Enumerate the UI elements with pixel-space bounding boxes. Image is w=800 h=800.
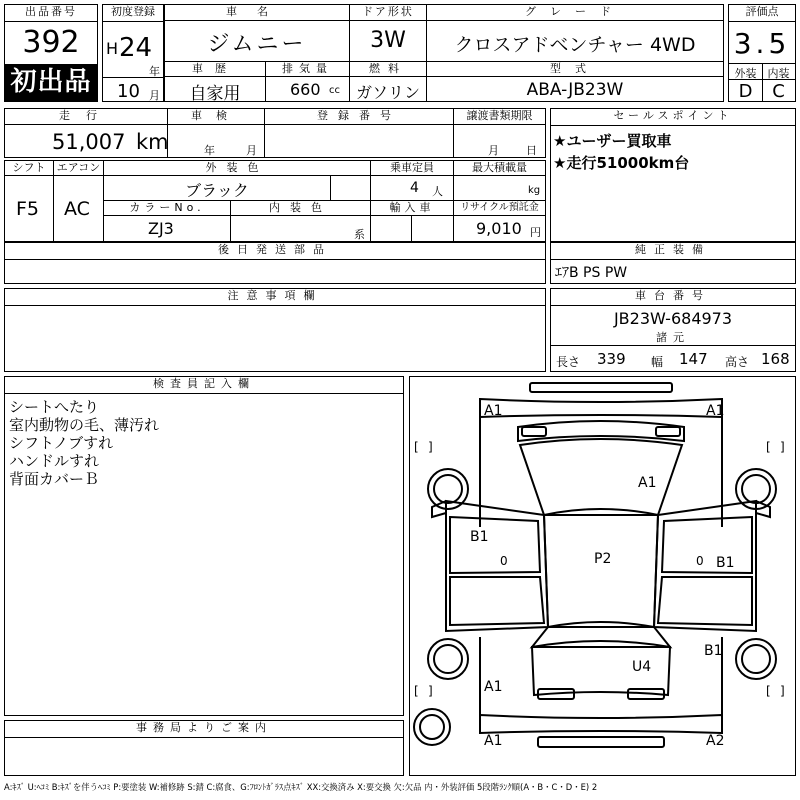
- damage-mark: A1: [484, 733, 503, 749]
- car-name: ジムニー: [207, 32, 307, 57]
- first-registration-label: 初度登録: [103, 5, 163, 22]
- bracket: ]: [428, 684, 433, 698]
- damage-mark: B1: [716, 555, 735, 571]
- bracket: [: [766, 440, 771, 454]
- score-box: [728, 4, 796, 102]
- damage-mark: A1: [484, 679, 503, 695]
- interior-label: 内装: [767, 67, 790, 80]
- exterior-color: ブラック: [185, 181, 249, 200]
- car-name-label: 車名: [164, 4, 350, 21]
- bracket: [: [766, 684, 771, 698]
- damage-mark: U4: [632, 659, 652, 675]
- exterior-grade: D: [738, 81, 753, 102]
- transfer-deadline-label: 譲渡書類期限: [453, 108, 546, 125]
- inspection-label: 車検: [167, 108, 265, 125]
- tr-month-unit: 月: [488, 144, 499, 157]
- bracket: ]: [780, 440, 785, 454]
- color-number: ZJ3: [148, 219, 174, 238]
- length: 339: [597, 350, 626, 368]
- sales-points-label: セールスポイント: [551, 109, 795, 126]
- shift: F5: [16, 198, 40, 220]
- interior-color-label: 内装色: [230, 200, 371, 216]
- chassis-label: 車台番号: [551, 289, 795, 306]
- shift-label: シフト: [4, 160, 54, 176]
- width-label: 幅: [651, 355, 664, 369]
- capacity: 4: [410, 180, 419, 196]
- capacity-label: 乗車定員: [370, 160, 454, 176]
- bracket: ]: [780, 684, 785, 698]
- ac-label: エアコン: [53, 160, 104, 176]
- damage-mark: P2: [594, 551, 612, 567]
- length-label: 長さ: [556, 355, 581, 369]
- notes-label: 注意事項欄: [5, 289, 545, 306]
- diagram-zero: 0: [696, 554, 704, 568]
- import-label: 輸入車: [370, 200, 454, 216]
- bracket: [: [414, 684, 419, 698]
- chassis-number: JB23W-684973: [613, 309, 733, 328]
- color-label: 外装色: [103, 160, 371, 176]
- sales-point: ★走行51000km台: [553, 154, 690, 172]
- displacement-unit: cc: [329, 85, 340, 96]
- displacement-label: 排気量: [265, 61, 350, 77]
- inspector-notes-label: 検査員記入欄: [5, 377, 403, 394]
- equipment-box: [550, 242, 796, 284]
- legend: A:ｷｽﾞ U:ﾍｺﾐ B:ｷｽﾞを伴うﾍｺﾐ P:要塗装 W:補修跡 S:錆 C:腐食、G:ﾌﾛﾝﾄｶﾞﾗｽ点ｷｽﾞ XX:交換済み X:要交換 欠:欠品 内・外装評価 5段階ﾗﾝｸ順(A・B・C・D・E) 2: [4, 782, 598, 792]
- equipment-label: 純正装備: [551, 243, 795, 260]
- damage-mark: A1: [706, 403, 725, 419]
- grade: クロスアドベンチャー 4WD: [454, 34, 696, 56]
- door-label: ドア形状: [349, 4, 427, 21]
- air-conditioner: AC: [64, 198, 90, 220]
- max-load-label: 最大積載量: [453, 160, 546, 176]
- exterior-label: 外装: [734, 67, 757, 80]
- recycle-unit: 円: [530, 226, 541, 239]
- inspector-note: シフトノブすれ: [9, 434, 114, 452]
- interior-color-unit: 系: [354, 228, 365, 241]
- first-listing-badge: 初出品: [5, 64, 97, 101]
- damage-mark: B1: [470, 529, 489, 545]
- first-registration-box: [102, 4, 164, 102]
- inspector-note: 室内動物の毛、薄汚れ: [9, 416, 160, 434]
- office-notes-box: [4, 720, 404, 776]
- diagram-zero: 0: [500, 554, 508, 568]
- fuel: ガソリン: [355, 83, 420, 102]
- damage-diagram: [409, 376, 796, 776]
- lot-number-label: 出品番号: [5, 5, 97, 22]
- recycle-fee: 9,010: [476, 219, 522, 238]
- inspector-note: 背面カバーＢ: [9, 470, 100, 488]
- recycle-label: リサイクル預託金: [453, 200, 546, 216]
- mileage-unit: km: [136, 130, 169, 154]
- reg-number-label: 登録番号: [264, 108, 454, 125]
- sales-points-box: [550, 108, 796, 242]
- notes-box: [4, 288, 546, 372]
- capacity-unit: 人: [432, 185, 443, 198]
- later-parts-label: 後日発送部品: [5, 243, 545, 260]
- lot-number: 392: [22, 25, 80, 60]
- height: 168: [761, 350, 790, 368]
- inspector-note: シートへたり: [9, 398, 100, 416]
- damage-mark: A1: [484, 403, 503, 419]
- later-parts-box: [4, 242, 546, 284]
- model: ABA-JB23W: [526, 80, 624, 100]
- displacement: 660: [290, 80, 321, 99]
- score: 3.5: [733, 27, 791, 60]
- year-unit: 年: [149, 65, 160, 78]
- inspector-notes-box: [4, 376, 404, 716]
- fuel-label: 燃料: [349, 61, 427, 77]
- mileage-label: 走行: [4, 108, 168, 125]
- reg-year: 24: [119, 33, 153, 63]
- grade-label: グレード: [426, 4, 724, 21]
- tr-day-unit: 日: [526, 144, 537, 157]
- damage-mark: B1: [704, 643, 723, 659]
- reg-month: 10: [117, 81, 140, 102]
- model-label: 型式: [426, 61, 724, 77]
- score-label: 評価点: [729, 5, 795, 22]
- history: 自家用: [189, 84, 241, 104]
- height-label: 高さ: [725, 355, 750, 369]
- equipment: ｴｱB PS PW: [555, 265, 628, 281]
- damage-mark: A2: [706, 733, 725, 749]
- car-diagram-svg: [410, 377, 795, 775]
- bracket: [: [414, 440, 419, 454]
- insp-month-unit: 月: [246, 144, 257, 157]
- dims-label: 諸元: [551, 331, 795, 346]
- chassis-box: [550, 288, 796, 372]
- inspector-note: ハンドルすれ: [9, 452, 100, 470]
- load-unit: kg: [528, 185, 541, 196]
- sales-point: ★ユーザー買取車: [553, 132, 672, 150]
- bracket: ]: [428, 440, 433, 454]
- history-label: 車歴: [164, 61, 266, 77]
- era: H: [106, 39, 119, 58]
- month-unit: 月: [149, 89, 160, 102]
- color-no-label: カラーNo.: [103, 200, 231, 216]
- interior-grade: C: [772, 81, 785, 102]
- insp-year-unit: 年: [204, 144, 215, 157]
- mileage: 51,007: [52, 130, 126, 154]
- office-notes-label: 事務局よりご案内: [5, 721, 403, 738]
- door-type: 3W: [370, 28, 406, 53]
- damage-mark: A1: [638, 475, 657, 491]
- width: 147: [679, 350, 708, 368]
